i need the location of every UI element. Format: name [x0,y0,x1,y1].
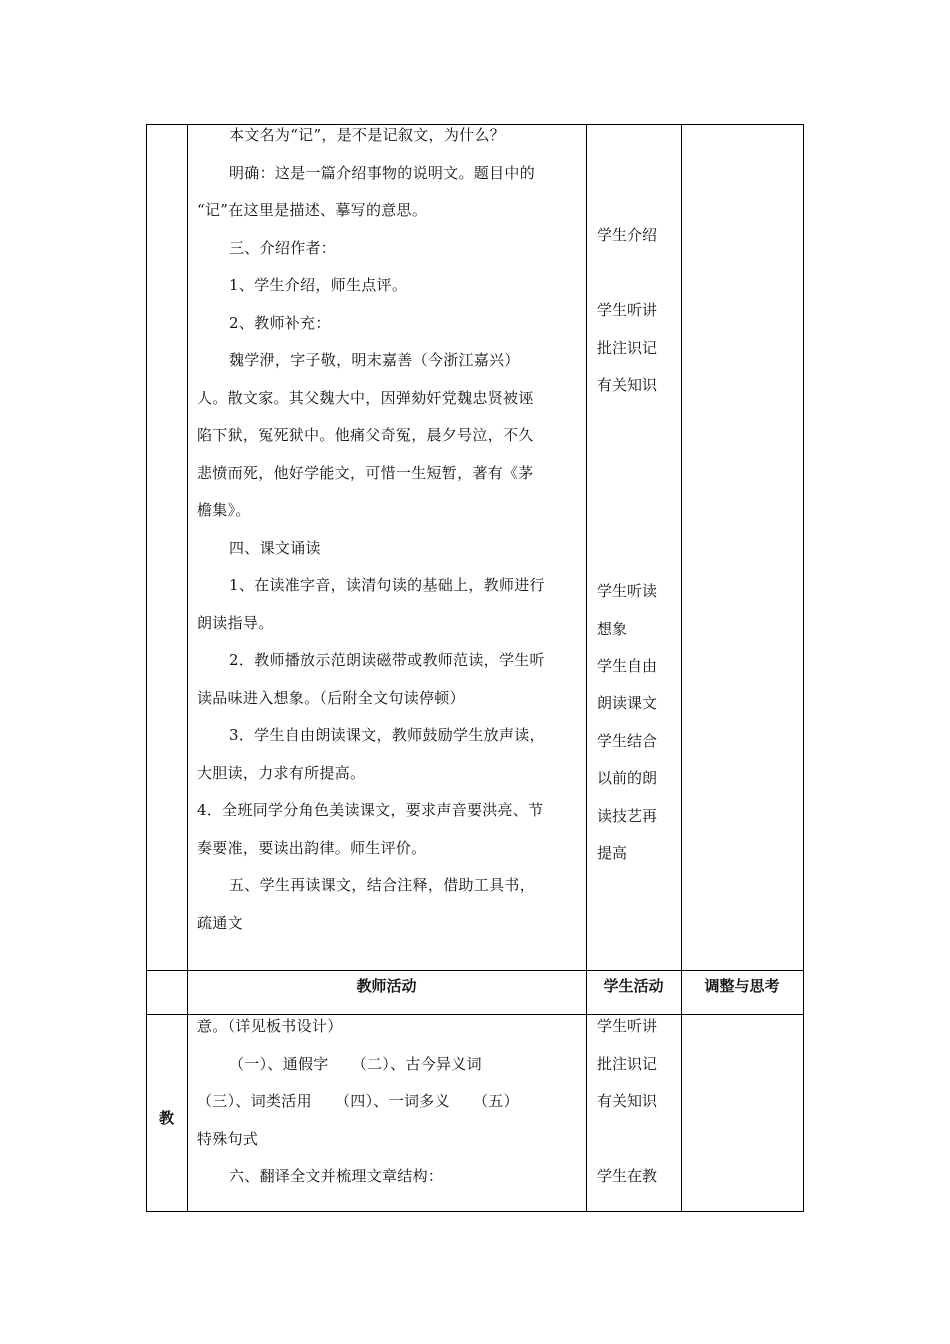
teacher-activity-line: 三、介绍作者： [229,238,337,257]
teacher-activity-line: 大胆读，力求有所提高。 [197,763,366,782]
teacher-activity-line: 4．全班同学分角色美读课文，要求声音要洪亮、节 [197,801,544,819]
student-activity-line: 想象 [597,619,628,638]
student-activity-line: 学生听讲 [597,301,658,319]
teacher-activity-line: 疏通文 [197,913,243,932]
student-activity-cell [597,217,679,405]
teacher-activity-line: （一）、通假字 （二）、古今异义词 [229,1054,482,1073]
header-teacher-activity: 教师活动 [356,977,417,995]
student-activity-line: 学生结合 [597,731,658,750]
student-activity-line: 学生听读 [597,582,658,600]
table-border-left [146,124,147,1212]
teacher-activity-line: 五、学生再读课文，结合注释，借助工具书， [229,876,536,894]
student-activity-line: 有关知识 [597,1092,658,1110]
header-student-activity: 学生活动 [603,977,664,995]
teaching-side-label: 教 [158,1109,174,1127]
header-adjust-reflect: 调整与思考 [704,977,780,995]
teacher-activity-cell [197,1008,582,1196]
teacher-activity-line: 读品味进入想象。（后附全文句读停顿） [197,688,465,707]
teacher-activity-line: 四、课文诵读 [229,538,321,557]
teacher-activity-line: 朗读指导。 [197,613,274,632]
table-border-bottom [146,1211,804,1212]
student-activity-cell [597,573,679,873]
teacher-activity-line: 1、学生介绍，师生点评。 [229,276,408,294]
teacher-activity-cell [197,117,582,942]
student-activity-line: 有关知识 [597,376,658,394]
teacher-activity-line: 3．学生自由朗读课文，教师鼓励学生放声读， [229,726,545,744]
student-activity-line [597,255,679,293]
row-divider-1 [146,970,804,971]
student-activity-line: 批注识记 [597,1054,658,1073]
student-activity-line: 以前的朗 [597,769,658,787]
teacher-activity-line: 悲愤而死，他好学能文，可惜一生短暂，著有《茅 [197,463,534,482]
teacher-activity-line: 檐集》。 [197,501,251,519]
teacher-activity-line: 本文名为“记”，是不是记叙文，为什么？ [229,126,506,144]
teacher-activity-line: （三）、词类活用 （四）、一词多义 （五） [197,1092,519,1110]
table-border-right [803,124,804,1212]
teacher-activity-line: 陷下狱，冤死狱中。他痛父奇冤，晨夕号泣，不久 [197,426,534,444]
student-activity-line: 批注识记 [597,338,658,357]
student-activity-line: 提高 [597,844,628,862]
student-activity-line: 学生自由 [597,656,658,675]
teacher-activity-line: 1、在读准字音，读清句读的基础上，教师进行 [229,576,545,594]
student-activity-line: 学生听讲 [597,1017,658,1035]
teacher-activity-line: 明确：这是一篇介绍事物的说明文。题目中的 [229,163,536,182]
student-activity-line: 学生在教 [597,1167,658,1185]
teacher-activity-line: “记”在这里是描述、摹写的意思。 [197,201,428,219]
teacher-activity-line: 2、教师补充： [229,313,331,332]
student-activity-cell [597,1008,679,1196]
teacher-activity-line: 2．教师播放示范朗读磁带或教师范读，学生听 [229,651,545,669]
teacher-activity-line: 人。散文家。其父魏大中，因弹劾奸党魏忠贤被诬 [197,388,534,407]
lesson-plan-table [146,124,804,1212]
column-divider-2 [586,124,587,1212]
teacher-activity-line: 意。（详见板书设计） [197,1017,343,1035]
column-divider-1 [187,124,188,1212]
teacher-activity-line: 魏学洢，字子敬，明末嘉善（今浙江嘉兴） [229,351,520,369]
student-activity-line: 学生介绍 [597,226,658,244]
teacher-activity-line: 六、翻译全文并梳理文章结构： [229,1167,444,1185]
student-activity-line [597,1121,679,1159]
student-activity-line: 读技艺再 [597,806,658,825]
column-divider-3 [681,124,682,1212]
teacher-activity-line: 奏要准，要读出韵律。师生评价。 [197,838,427,857]
student-activity-line: 朗读课文 [597,694,658,712]
teacher-activity-line: 特殊句式 [197,1129,259,1148]
